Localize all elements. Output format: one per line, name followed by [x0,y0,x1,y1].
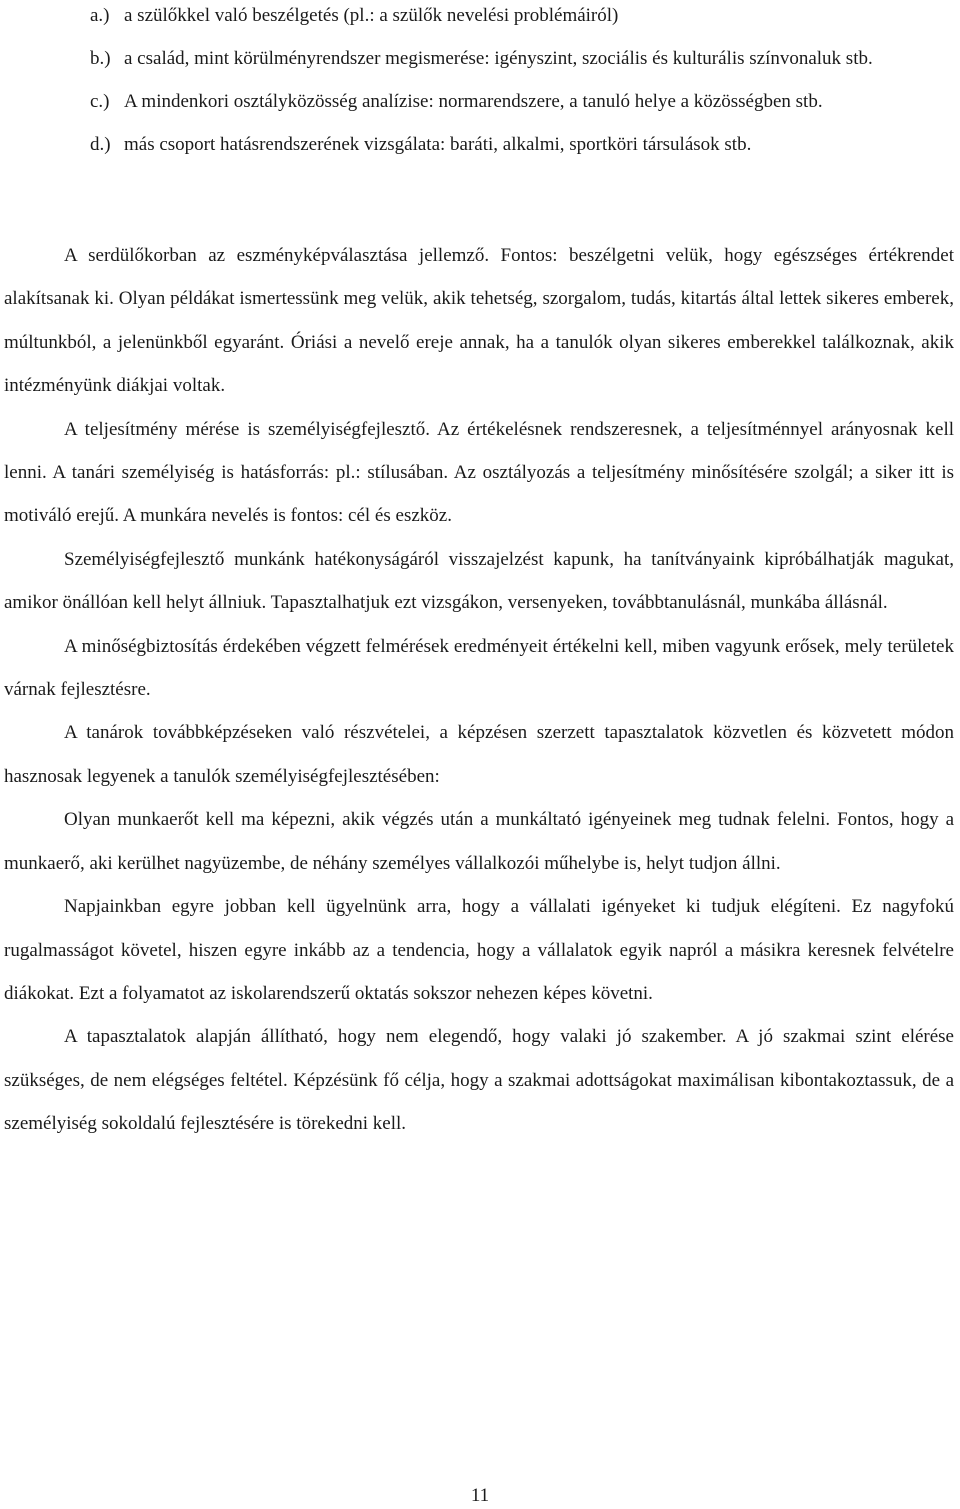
list-marker: d.) [90,134,111,155]
paragraph: Olyan munkaerőt kell ma képezni, akik végzés után a munkáltató igényeinek meg tudnak felelni. Fontos, hogy a munkaerő, aki kerülhet nagyüzembe, de néhány személyes vállalkozói műhelybe is, helyt tudjon állni. [4,809,954,874]
body-text [4,234,954,1146]
list-item [0,37,960,80]
list-item-text: más csoport hatásrendszerének vizsgálata: baráti, alkalmi, sportköri társulások stb. [124,134,752,155]
list-marker: c.) [90,91,110,112]
list-item-text: a család, mint körülményrendszer megismerése: igényszint, szociális és kulturális színvonaluk stb. [124,48,873,69]
list-marker: b.) [90,48,111,69]
list-marker: a.) [90,5,110,26]
enumerated-list [0,0,960,166]
paragraph: Személyiségfejlesztő munkánk hatékonyságáról visszajelzést kapunk, ha tanítványaink kipróbálhatják magukat, amikor önállóan kell helyt állniuk. Tapasztalhatjuk ezt vizsgákon, versenyeken, továbbtanulásnál, munkába állásnál. [4,548,954,614]
list-item [0,80,960,123]
paragraph: A teljesítmény mérése is személyiségfejlesztő. Az értékelésnek rendszeresnek, a teljesítménnyel arányosnak kell lenni. A tanári személyiség is hatásforrás: pl.: stílusában. Az osztályozás a teljesítmény minősítésére szolgál; a siker itt is motiváló erejű. A munkára nevelés is fontos: cél és eszköz. [4,418,954,527]
paragraph: Napjainkban egyre jobban kell ügyelnünk arra, hogy a vállalati igényeket ki tudjuk elégíteni. Ez nagyfokú rugalmasságot követel, hiszen egyre inkább az a tendencia, hogy a vállalatok egyik napról a másikra keresnek felvételre diákokat. Ezt a folyamatot az iskolarendszerű oktatás sokszor nehezen képes követni. [4,896,954,1004]
paragraph: A tanárok továbbképzéseken való részvételei, a képzésen szerzett tapasztalatok közvetlen és közvetett módon hasznosak legyenek a tanulók személyiségfejlesztésében: [4,722,954,787]
list-item [0,123,960,166]
paragraph: A serdülőkorban az eszményképválasztása jellemző. Fontos: beszélgetni velük, hogy egészséges értékrendet alakítsanak ki. Olyan példákat ismertessünk meg velük, akik tehetség, szorgalom, tudás, kitartás által lettek sikeres emberek, múltunkból, a jelenünkből egyaránt. Óriási a nevelő ereje annak, ha a tanulók olyan sikeres emberekkel találkoznak, akik intézményünk diákjai voltak. [4,245,954,397]
page-number: 11 [470,1485,490,1506]
list-item-text: A mindenkori osztályközösség analízise: normarendszere, a tanuló helye a közösségben stb. [124,91,823,112]
list-item [0,0,960,37]
list-item-text: a szülőkkel való beszélgetés (pl.: a szülők nevelési problémáiról) [124,5,619,26]
paragraph: A minőségbiztosítás érdekében végzett felmérések eredményeit értékelni kell, miben vagyunk erősek, mely területek várnak fejlesztésre. [4,635,954,701]
paragraph: A tapasztalatok alapján állítható, hogy nem elegendő, hogy valaki jó szakember. A jó szakmai szint elérése szükséges, de nem elégséges feltétel. Képzésünk fő célja, hogy a szakmai adottságokat maximálisan kibontakoztassuk, de a személyiség sokoldalú fejlesztésére is törekedni kell. [4,1026,954,1135]
